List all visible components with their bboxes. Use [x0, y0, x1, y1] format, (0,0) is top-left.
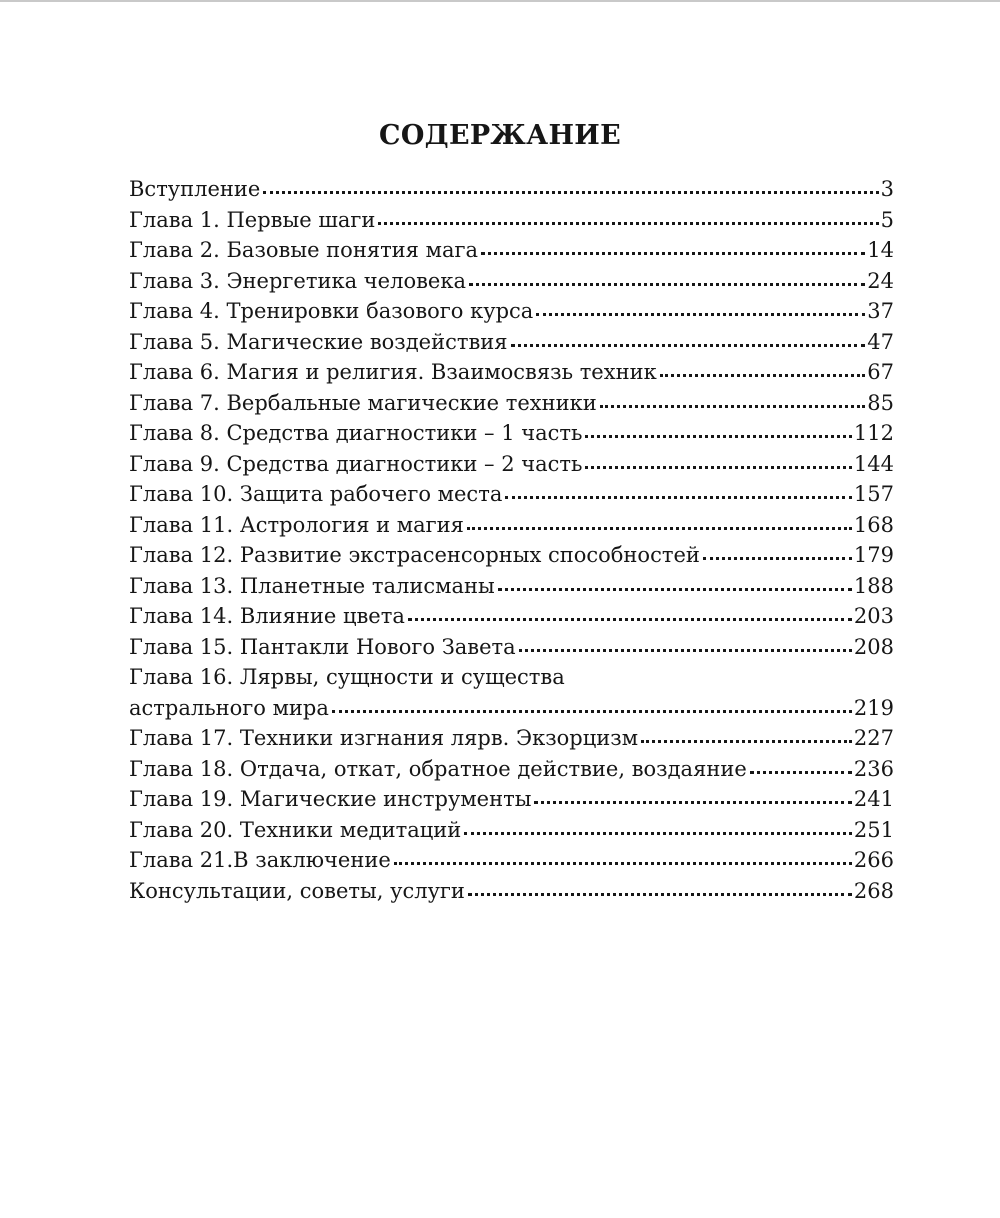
toc-entry [129, 235, 894, 266]
toc-page-number: 3 [880, 177, 894, 201]
toc-entry [129, 784, 894, 815]
dot-leader [641, 740, 852, 743]
toc-entry-title: Вступление [129, 177, 261, 201]
dot-leader [263, 191, 878, 194]
dot-leader [394, 862, 852, 865]
toc-page-number: 85 [867, 390, 894, 415]
dot-leader [467, 527, 852, 530]
toc-entry [129, 754, 894, 785]
toc-entry [129, 357, 894, 388]
toc-entry-title: Глава 12. Развитие экстрасенсорных способностей [129, 543, 700, 567]
toc-page-number: 67 [867, 360, 894, 384]
dot-leader [464, 832, 852, 835]
toc-page-number: 219 [853, 695, 894, 720]
toc-entry-title: Глава 16. Лярвы, сущности и существа [129, 665, 565, 689]
toc-page-number: 37 [867, 299, 894, 323]
dot-leader [505, 496, 852, 499]
toc-entry-title: Глава 17. Техники изгнания лярв. Экзорцизм [129, 726, 639, 750]
top-border-line [0, 0, 1000, 2]
toc-entry-title: Глава 7. Вербальные магические техники [129, 390, 597, 415]
toc-entry [129, 540, 894, 571]
toc-page-number: 157 [853, 482, 894, 506]
toc-entry-title: Глава 2. Базовые понятия мага [129, 238, 478, 262]
toc-entry [129, 571, 894, 602]
toc-entry-title-continued: астрального мира [129, 695, 329, 720]
toc-entry [129, 601, 894, 632]
toc-entry [129, 418, 894, 449]
toc-entry-title: Глава 9. Средства диагностики – 2 часть [129, 451, 583, 476]
toc-entry-continuation [129, 693, 894, 724]
toc-page-number: 47 [867, 329, 894, 354]
toc-entry-title: Глава 19. Магические инструменты [129, 787, 532, 811]
dot-leader [469, 283, 865, 286]
dot-leader [534, 801, 851, 804]
toc-entry-title: Глава 1. Первые шаги [129, 207, 376, 232]
toc-page-number: 179 [853, 543, 894, 567]
toc-entry [129, 845, 894, 876]
dot-leader [585, 435, 851, 438]
dot-leader [536, 313, 865, 316]
toc-page-number: 251 [853, 817, 894, 842]
toc-page-number: 24 [867, 268, 894, 293]
toc-page-number: 241 [853, 787, 894, 811]
toc-page-number: 268 [853, 878, 894, 903]
dot-leader [519, 649, 852, 652]
toc-entry [129, 876, 894, 907]
toc-entry-title: Глава 15. Пантакли Нового Завета [129, 634, 516, 659]
toc-entry-title: Глава 20. Техники медитаций [129, 817, 462, 842]
dot-leader [498, 588, 852, 591]
toc-entry [129, 266, 894, 297]
toc-page-number: 14 [867, 238, 894, 262]
table-of-contents [129, 174, 894, 906]
toc-page-number: 188 [853, 573, 894, 598]
dot-leader [660, 374, 866, 377]
toc-entry-title: Консультации, советы, услуги [129, 878, 465, 903]
toc-entry [129, 205, 894, 236]
dot-leader [511, 344, 866, 347]
toc-entry [129, 327, 894, 358]
toc-entry [129, 815, 894, 846]
dot-leader [585, 466, 851, 469]
dot-leader [468, 893, 852, 896]
toc-page-number: 236 [853, 756, 894, 781]
dot-leader [481, 252, 865, 255]
toc-page-number: 208 [853, 634, 894, 659]
toc-entry [129, 388, 894, 419]
toc-page-number: 203 [853, 604, 894, 628]
toc-entry-title: Глава 8. Средства диагностики – 1 часть [129, 421, 583, 445]
toc-entry-title: Глава 18. Отдача, откат, обратное действие, воздаяние [129, 756, 747, 781]
dot-leader [378, 222, 878, 225]
toc-entry [129, 632, 894, 663]
toc-entry [129, 449, 894, 480]
toc-entry-title: Глава 11. Астрология и магия [129, 512, 464, 537]
toc-entry [129, 723, 894, 754]
toc-page-number: 112 [853, 421, 894, 445]
toc-entry-title: Глава 13. Планетные талисманы [129, 573, 495, 598]
toc-entry [129, 296, 894, 327]
toc-page-number: 144 [853, 451, 894, 476]
toc-entry-title: Глава 4. Тренировки базового курса [129, 299, 534, 323]
dot-leader [600, 405, 866, 408]
toc-page-number: 5 [880, 207, 894, 232]
toc-entry-title: Глава 5. Магические воздействия [129, 329, 508, 354]
toc-page-number: 266 [853, 848, 894, 872]
toc-page-number: 227 [853, 726, 894, 750]
toc-entry-title: Глава 6. Магия и религия. Взаимосвязь техник [129, 360, 657, 384]
page-title: СОДЕРЖАНИЕ [379, 120, 621, 151]
toc-entry-title: Глава 10. Защита рабочего места [129, 482, 503, 506]
toc-entry-title: Глава 14. Влияние цвета [129, 604, 405, 628]
toc-entry [129, 479, 894, 510]
toc-page-number: 168 [853, 512, 894, 537]
dot-leader [750, 771, 852, 774]
dot-leader [703, 557, 852, 560]
toc-entry [129, 510, 894, 541]
dot-leader [332, 710, 852, 713]
dot-leader [408, 618, 852, 621]
toc-entry-title: Глава 21.В заключение [129, 848, 391, 872]
toc-entry-title: Глава 3. Энергетика человека [129, 268, 466, 293]
toc-entry [129, 662, 894, 723]
toc-entry [129, 174, 894, 205]
